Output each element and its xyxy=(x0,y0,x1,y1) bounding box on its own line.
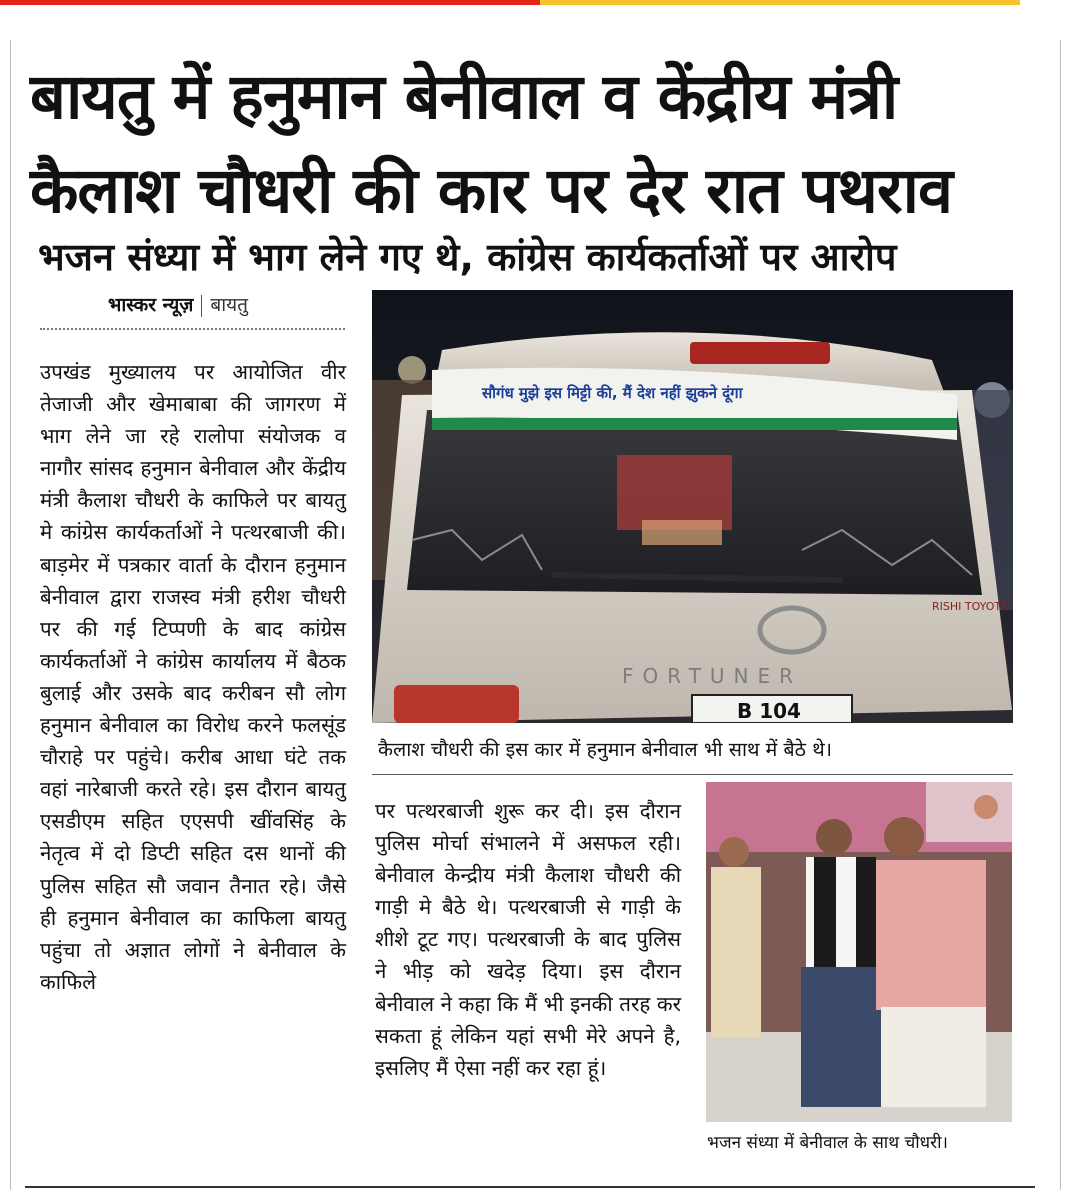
right-border-rule xyxy=(1060,40,1061,1190)
plate-text: B 104 xyxy=(737,699,801,723)
backdrop-banner xyxy=(926,782,1012,842)
headline xyxy=(30,50,1040,238)
byline-rule xyxy=(40,328,345,330)
tail-light xyxy=(394,685,519,723)
person-right-head xyxy=(884,817,924,857)
article-column-2: पर पत्थरबाजी शुरू कर दी। इस दौरान पुलिस मोर्चा संभालने में असफल रही। बेनीवाल केन्द्रीय मंत्री कैलाश चौधरी की गाड़ी मे बैठे थे। पत्थरबाजी से गाड़ी के शीशे टूट गए। पत्थरबाजी के बाद पुलिस ने भीड़ को खदेड़ दिया। इस दौरान बेनीवाल ने कहा कि मैं भी इनकी तरह कर सकता हूं लेकिन यहां सभी मेरे अपने है, इसलिए मैं ऐसा नहीं कर रहा हूं। xyxy=(375,799,681,1080)
interior-red-cloth xyxy=(617,455,732,530)
banner-green-strip xyxy=(432,418,957,430)
person-center-vest-right xyxy=(856,857,876,967)
byline-source: भास्कर न्यूज़ xyxy=(108,294,194,316)
bottom-border-rule xyxy=(25,1186,1035,1188)
car-photo-caption: कैलाश चौधरी की इस कार में हनुमान बेनीवाल भी साथ में बैठे थे। xyxy=(378,738,833,761)
banner-text: सौगंध मुझे इस मिट्टी की, मैं देश नहीं झुकने दूंगा xyxy=(482,384,743,402)
person-center-head xyxy=(816,819,852,855)
person-left-head xyxy=(719,837,749,867)
car-photo-illustration xyxy=(372,290,1013,723)
car-photo xyxy=(372,290,1013,723)
headline-line-2: कैलाश चौधरी की कार पर देर रात पथराव xyxy=(30,154,953,227)
top-bar-yellow xyxy=(540,0,1020,5)
top-color-bar xyxy=(0,0,1070,5)
byline xyxy=(108,292,248,318)
leaders-photo xyxy=(706,782,1012,1122)
person-center-jeans xyxy=(801,967,886,1107)
person-back-head xyxy=(974,795,998,819)
person-left-body xyxy=(711,867,761,1037)
person-right-kurta xyxy=(876,860,986,1010)
leaders-photo-illustration xyxy=(706,782,1012,1122)
dealer-text: RISHI TOYOTA xyxy=(932,600,1008,613)
subheadline: भजन संध्या में भाग लेने गए थे, कांग्रेस कार्यकर्ताओं पर आरोप xyxy=(38,235,897,279)
car-badge: FORTUNER xyxy=(622,664,803,688)
top-bar-red xyxy=(0,0,540,5)
interior-light xyxy=(642,520,722,545)
byline-place: बायतु xyxy=(210,294,248,316)
leaders-photo-caption: भजन संध्या में बेनीवाल के साथ चौधरी। xyxy=(707,1133,948,1153)
person-right-pajama xyxy=(881,1007,986,1107)
street-light-left xyxy=(398,356,426,384)
left-border-rule xyxy=(10,40,11,1190)
person-center-vest xyxy=(814,857,836,967)
caption-rule xyxy=(372,774,1013,775)
byline-separator xyxy=(201,295,202,317)
brake-light xyxy=(690,342,830,364)
headline-line-1: बायतु में हनुमान बेनीवाल व केंद्रीय मंत्री xyxy=(30,60,898,133)
article-column-1: उपखंड मुख्यालय पर आयोजित वीर तेजाजी और खेमाबाबा की जागरण में भाग लेने जा रहे रालोपा संयोजक व नागौर सांसद हनुमान बेनीवाल और केंद्रीय मंत्री कैलाश चौधरी के काफिले पर बायतु मे कांग्रेस कार्यकर्ताओं ने पत्थरबाजी की। बाड़मेर में पत्रकार वार्ता के दौरान हनुमान बेनीवाल द्वारा राजस्व मंत्री हरीश चौधरी पर की गई टिप्पणी के बाद कांग्रेस कार्यकर्ताओं ने कांग्रेस कार्यालय में बैठक बुलाई और उसके बाद करीबन सौ लोग हनुमान बेनीवाल का विरोध करने फलसूंड चौराहे पर पहुंचे। करीब आधा घंटे तक वहां नारेबाजी करते रहे। इस दौरान बायतु एसडीएम सहित एएसपी खींवसिंह के नेतृत्व में दो डिप्टी सहित दस थानों की पुलिस सहित सौ जवान तैनात रहे। जैसे ही हनुमान बेनीवाल का काफिला बायतु पहुंचा तो अज्ञात लोगों ने बेनीवाल के काफिले xyxy=(40,360,346,994)
